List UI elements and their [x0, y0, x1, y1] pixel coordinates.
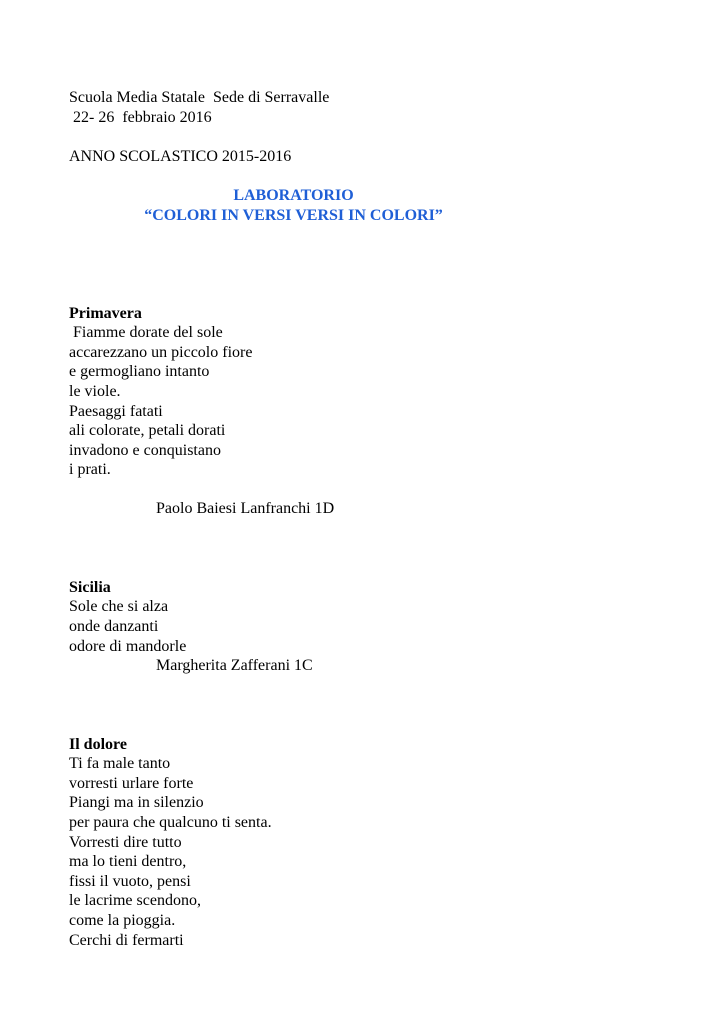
poem-sicilia — [69, 578, 669, 676]
poem-line: e germogliano intanto — [69, 363, 210, 381]
spacer — [69, 715, 669, 735]
poem-line: i prati. — [69, 461, 111, 479]
poem-title: Il dolore — [69, 735, 127, 753]
spacer — [69, 284, 669, 304]
poem-line: invadono e conquistano — [69, 441, 221, 459]
spacer — [69, 480, 669, 500]
spacer — [69, 676, 669, 696]
poem-line: le lacrime scendono, — [69, 892, 201, 910]
spacer — [69, 127, 669, 147]
school-name: Scuola Media Statale Sede di Serravalle — [69, 89, 330, 106]
event-dates: 22- 26 febbraio 2016 — [69, 108, 212, 126]
spacer — [69, 264, 669, 284]
poem-line: onde danzanti — [69, 618, 159, 636]
poem-line: Fiamme dorate del sole — [69, 324, 223, 342]
poem-line: accarezzano un piccolo fiore — [69, 343, 253, 361]
lab-title: LABORATORIO — [233, 186, 354, 204]
document-page — [69, 88, 669, 950]
poem-primavera — [69, 304, 669, 520]
poem-line: Vorresti dire tutto — [69, 833, 182, 851]
poem-line: Sole che si alza — [69, 598, 169, 616]
school-year: ANNO SCOLASTICO 2015-2016 — [69, 147, 292, 165]
poem-line: le viole. — [69, 382, 121, 400]
poem-line: ma lo tieni dentro, — [69, 853, 187, 871]
poem-line: Cerchi di fermarti — [69, 931, 184, 949]
poem-line: Piangi ma in silenzio — [69, 794, 204, 812]
spacer — [69, 695, 669, 715]
poem-title: Sicilia — [69, 578, 111, 596]
spacer — [69, 245, 669, 265]
poem-line: Ti fa male tanto — [69, 755, 171, 773]
poem-author: Paolo Baiesi Lanfranchi 1D — [156, 500, 335, 518]
poem-author: Margherita Zafferani 1C — [156, 657, 313, 675]
spacer — [69, 539, 669, 559]
spacer — [69, 225, 669, 245]
spacer — [69, 558, 669, 578]
poem-line: come la pioggia. — [69, 911, 176, 929]
poem-title: Primavera — [69, 304, 142, 322]
poem-line: ali colorate, petali dorati — [69, 422, 226, 440]
lab-subtitle: “COLORI IN VERSI VERSI IN COLORI” — [144, 206, 443, 224]
poem-line: per paura che qualcuno ti senta. — [69, 813, 272, 831]
spacer — [69, 519, 669, 539]
poem-line: odore di mandorle — [69, 637, 187, 655]
poem-line: Paesaggi fatati — [69, 402, 163, 420]
poem-il-dolore — [69, 735, 669, 951]
poem-line: fissi il vuoto, pensi — [69, 872, 191, 890]
poem-line: vorresti urlare forte — [69, 774, 194, 792]
spacer — [69, 166, 669, 186]
